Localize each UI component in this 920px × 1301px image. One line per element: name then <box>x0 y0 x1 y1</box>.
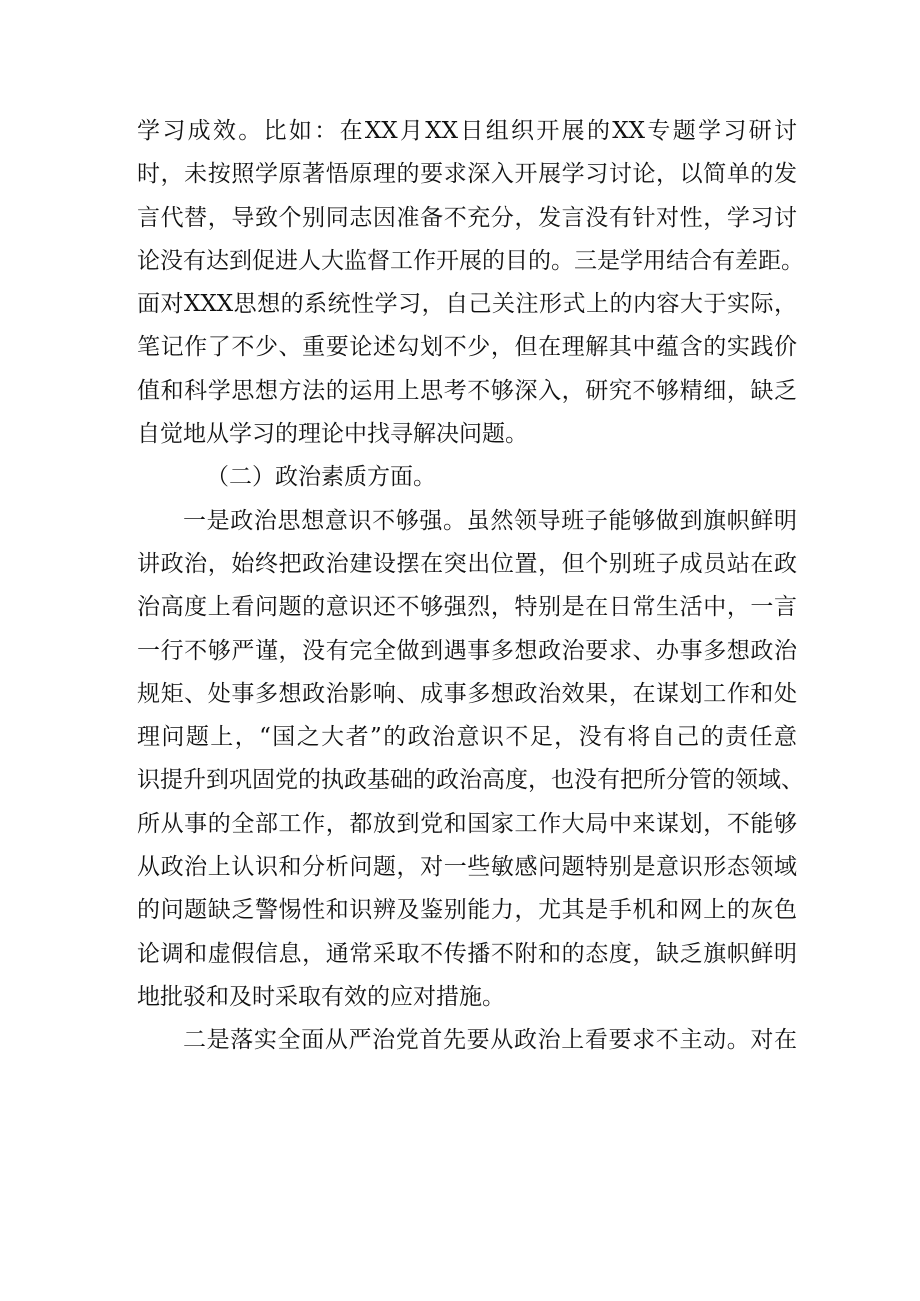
text-line: 时，未按照学原著悟原理的要求深入开展学习讨论，以简单的发 <box>137 161 797 188</box>
text-line: 言代替，导致个别同志因准备不充分，发言没有针对性，学习讨 <box>137 204 797 231</box>
text-line: 识提升到巩固党的执政基础的政治高度，也没有把所分管的领域、 <box>137 767 804 794</box>
text-line: 自觉地从学习的理论中找寻解决问题。 <box>137 421 528 448</box>
text-line: 论调和虚假信息，通常采取不传播不附和的态度，缺乏旗帜鲜明 <box>137 940 797 967</box>
text-line: 规矩、处事多想政治影响、成事多想政治效果，在谋划工作和处 <box>137 680 797 707</box>
text-line: 值和科学思想方法的运用上思考不够深入，研究不够精细，缺乏 <box>137 377 797 404</box>
text-line: 治高度上看问题的意识还不够强烈，特别是在日常生活中，一言 <box>137 594 797 621</box>
text-line: 二是落实全面从严治党首先要从政治上看要求不主动。对在 <box>183 1027 797 1054</box>
text-line: 学习成效。比如：在XX月XX日组织开展的XX专题学习研讨 <box>137 118 797 144</box>
text-line: 一是政治思想意识不够强。虽然领导班子能够做到旗帜鲜明 <box>183 507 797 534</box>
text-line: 的问题缺乏警惕性和识辨及鉴别能力，尤其是手机和网上的灰色 <box>137 897 797 924</box>
text-line: 笔记作了不少、重要论述勾划不少，但在理解其中蕴含的实践价 <box>137 334 797 361</box>
text-line: 一行不够严谨，没有完全做到遇事多想政治要求、办事多想政治 <box>137 637 797 664</box>
text-line: 面对XXX思想的系统性学习，自己关注形式上的内容大于实际， <box>137 291 797 318</box>
text-line: 论没有达到促进人大监督工作开展的目的。三是学用结合有差距。 <box>137 247 804 274</box>
text-line: 所从事的全部工作，都放到党和国家工作大局中来谋划，不能够 <box>137 810 797 837</box>
text-line: 地批驳和及时采取有效的应对措施。 <box>137 983 505 1010</box>
text-line: 理问题上，“国之大者”的政治意识不足，没有将自己的责任意 <box>137 724 797 751</box>
text-line: 从政治上认识和分析问题，对一些敏感问题特别是意识形态领域 <box>137 854 797 881</box>
text-line: 讲政治，始终把政治建设摆在突出位置，但个别班子成员站在政 <box>137 550 797 577</box>
document-body <box>137 110 804 1063</box>
section-heading: （二）政治素质方面。 <box>206 464 436 491</box>
